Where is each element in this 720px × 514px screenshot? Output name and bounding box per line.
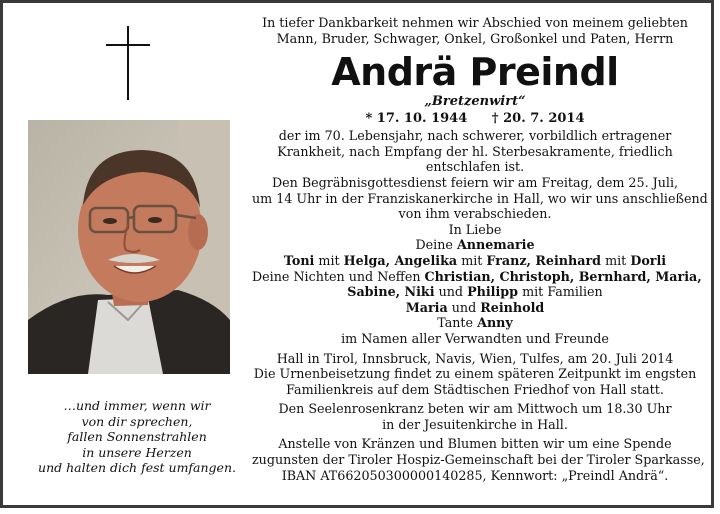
donation-line: IBAN AT662050300000140285, Kennwort: „Preindl Andrä“. xyxy=(281,467,669,483)
donation-line: Anstelle von Kränzen und Blumen bitten wir um eine Spende xyxy=(278,436,672,452)
funeral-line: um 14 Uhr in der Franziskanerkirche in Hall, wo wir uns anschließend xyxy=(252,190,708,206)
funeral-line: von ihm verabschieden. xyxy=(398,206,552,222)
relatives-line: im Namen aller Verwandten und Freunde xyxy=(341,330,609,346)
life-line: Krankheit, nach Empfang der hl. Sterbesakramente, friedlich xyxy=(277,143,673,159)
poem-line: …und immer, wenn wir xyxy=(63,398,211,413)
poem-line: von dir sprechen, xyxy=(81,413,193,429)
poem-line: fallen Sonnenstrahlen xyxy=(67,429,207,444)
children-line: Toni mit Helga, Angelika mit Franz, Reinhard mit Dorli xyxy=(283,252,667,268)
deceased-name: Andrä Preindl xyxy=(331,50,619,95)
nephews-line: Deine Nichten und Neffen Christian, Christoph, Bernhard, Maria, xyxy=(252,268,702,284)
nephews-line-2: Sabine, Niki und Philipp mit Familien xyxy=(347,284,603,300)
poem xyxy=(18,398,256,476)
portrait-photo xyxy=(28,120,230,374)
birth-date: * 17. 10. 1944 xyxy=(365,111,468,127)
death-date: † 20. 7. 2014 xyxy=(491,111,585,127)
aunt-line: Tante Anny xyxy=(437,315,513,331)
intro-line: In tiefer Dankbarkeit nehmen wir Abschied von meinem geliebten xyxy=(262,15,688,30)
nickname: „Bretzenwirt“ xyxy=(424,94,526,110)
life-dates xyxy=(252,110,698,128)
maria-line: Maria und Reinhold xyxy=(405,299,545,315)
widow-line: Deine Annemarie xyxy=(415,237,535,253)
poem-line: und halten dich fest umfangen. xyxy=(38,460,236,475)
intro-line: Mann, Bruder, Schwager, Onkel, Großonkel und Paten, Herrn xyxy=(276,30,674,46)
poem-line: in unsere Herzen xyxy=(82,444,192,460)
donation-line: zugunsten der Tiroler Hospiz-Gemeinschaft bei der Tiroler Sparkasse, xyxy=(252,452,705,468)
in-love-line: In Liebe xyxy=(448,221,502,237)
life-line: entschlafen ist. xyxy=(425,159,525,175)
rosary-line: Den Seelenrosenkranz beten wir am Mittwoch um 18.30 Uhr xyxy=(278,401,672,417)
urn-line: Familienkreis auf dem Städtischen Friedhof von Hall statt. xyxy=(286,381,664,397)
notice-text xyxy=(252,15,708,483)
funeral-line: Den Begräbnisgottesdienst feiern wir am Freitag, dem 25. Juli, xyxy=(271,174,679,190)
life-line: der im 70. Lebensjahr, nach schwerer, vorbildlich ertragener xyxy=(278,128,672,144)
cross-icon xyxy=(106,26,150,100)
urn-line: Die Urnenbeisetzung findet zu einem späteren Zeitpunkt im engsten xyxy=(253,366,697,382)
place-date: Hall in Tirol, Innsbruck, Navis, Wien, Tulfes, am 20. Juli 2014 xyxy=(276,350,674,366)
rosary-line: in der Jesuitenkirche in Hall. xyxy=(382,416,568,432)
